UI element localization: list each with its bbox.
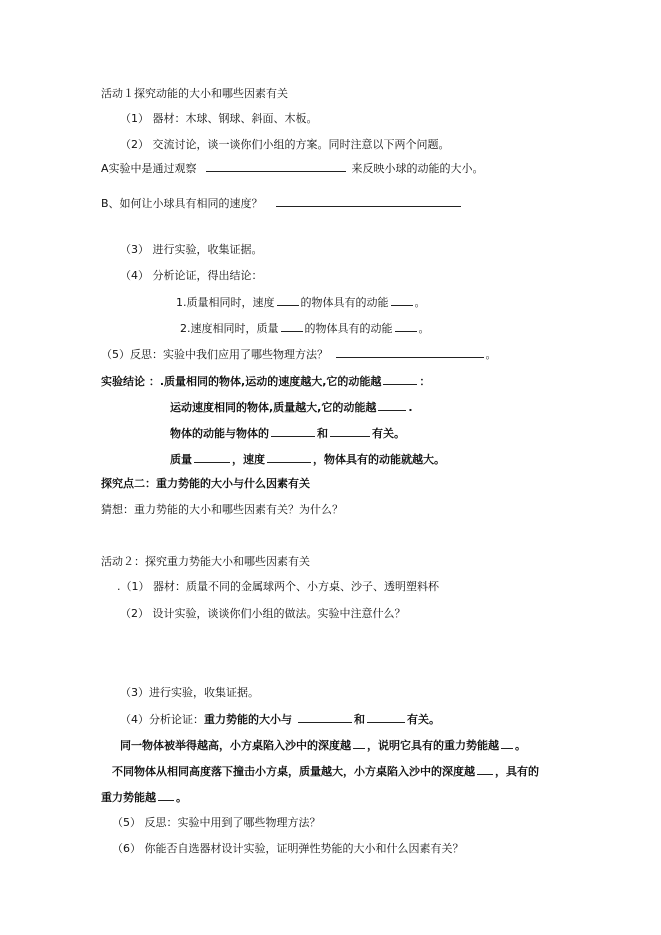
question-a-prefix: A实验中是通过观察 xyxy=(101,162,197,175)
activity2-item1: .（1） 器材：质量不同的金属球两个、小方桌、沙子、透明塑料杯 xyxy=(117,580,439,593)
experiment-conclusion-1-end: ： xyxy=(419,375,431,388)
gravity-para-1-text-a: 同一物体被举得越高，小方桌陷入沙中的深度越 xyxy=(120,739,351,752)
experiment-conclusion-4-text-b: ，速度 xyxy=(232,453,265,466)
experiment-conclusion-2 xyxy=(170,399,413,416)
gravity-para-2-text-a: 不同物体从相同高度落下撞击小方桌，质量越大，小方桌陷入沙中的深度越 xyxy=(112,765,475,778)
conclusion-mass-text-a: 1.质量相同时，速度 xyxy=(176,296,275,309)
gravity-para-3 xyxy=(101,789,187,806)
activity2-item4-blank-2[interactable] xyxy=(367,711,405,723)
conclusion-mass xyxy=(176,294,426,311)
activity2-item5: （5） 反思：实验中用到了哪些物理方法？ xyxy=(112,816,321,829)
activity1-item5-end: 。 xyxy=(485,348,497,361)
experiment-conclusion-3-text-c: 有关。 xyxy=(372,427,405,440)
gravity-para-1-blank-1[interactable] xyxy=(353,737,365,749)
experiment-conclusion-3-blank-2[interactable] xyxy=(330,425,370,437)
gravity-para-1-text-c: 。 xyxy=(515,739,526,752)
conclusion-mass-blank-2[interactable] xyxy=(391,294,413,306)
activity2-item6: （6） 你能否自选器材设计实验，证明弹性势能的大小和什么因素有关？ xyxy=(112,842,464,855)
experiment-conclusion-4-text-a: 质量 xyxy=(170,453,192,466)
question-b-blank[interactable] xyxy=(276,195,461,207)
gravity-para-1 xyxy=(120,737,526,754)
gravity-para-3-end: 。 xyxy=(176,791,187,804)
gravity-para-3-text: 重力势能越 xyxy=(101,791,156,804)
activity1-item1: （1） 器材：木球、钢球、斜面、木板。 xyxy=(120,112,318,125)
experiment-conclusion-1 xyxy=(101,373,430,390)
activity2-item4-text: 重力势能的大小与 xyxy=(204,713,292,726)
experiment-conclusion-4 xyxy=(170,451,445,468)
conclusion-speed-blank-1[interactable] xyxy=(281,320,303,332)
gravity-para-3-blank[interactable] xyxy=(158,789,174,801)
conclusion-speed-blank-2[interactable] xyxy=(395,320,417,332)
experiment-conclusion-2-blank[interactable] xyxy=(378,399,406,411)
experiment-conclusion-2-end: . xyxy=(408,401,413,414)
activity2-item4-end: 有关。 xyxy=(407,713,440,726)
activity1-item5-blank[interactable] xyxy=(336,346,484,358)
activity2-item4 xyxy=(120,711,440,728)
experiment-conclusion-3-blank-1[interactable] xyxy=(271,425,315,437)
conclusion-speed-text-b: 的物体具有的动能 xyxy=(304,322,393,335)
question-b xyxy=(101,195,463,212)
experiment-conclusion-3-text-a: 物体的动能与物体的 xyxy=(170,427,269,440)
activity1-item3: （3） 进行实验，收集证据。 xyxy=(120,243,263,256)
question-b-text: B、如何让小球具有相同的速度？ xyxy=(101,197,263,210)
point2-title: 探究点二：重力势能的大小与什么因素有关 xyxy=(101,477,310,490)
experiment-conclusion-4-text-c: ，物体具有的动能就越大。 xyxy=(313,453,445,466)
gravity-para-2 xyxy=(112,763,539,780)
gravity-para-1-text-b: ，说明它具有的重力势能越 xyxy=(367,739,499,752)
question-a-suffix: 来反映小球的动能的大小。 xyxy=(351,162,484,175)
experiment-conclusion-2-text: 运动速度相同的物体,质量越大,它的动能越 xyxy=(170,401,377,414)
experiment-conclusion-4-blank-2[interactable] xyxy=(267,451,311,463)
conclusion-mass-blank-1[interactable] xyxy=(277,294,299,306)
question-a-blank[interactable] xyxy=(206,160,346,172)
conclusion-speed-text-c: 。 xyxy=(418,322,430,335)
activity1-item5 xyxy=(101,346,497,363)
activity2-title: 活动２：探究重力势能大小和哪些因素有关 xyxy=(101,555,310,568)
conclusion-mass-text-b: 的物体具有的动能 xyxy=(300,296,389,309)
gravity-para-2-text-b: ，具有的 xyxy=(495,765,539,778)
conclusion-speed-text-a: 2.速度相同时，质量 xyxy=(180,322,279,335)
activity1-item4: （4） 分析论证，得出结论： xyxy=(120,269,263,282)
experiment-conclusion-1-text: .质量相同的物体,运动的速度越大,它的动能越 xyxy=(159,375,382,388)
experiment-conclusion-3 xyxy=(170,425,405,442)
experiment-conclusion-1-blank[interactable] xyxy=(383,373,417,385)
gravity-para-2-blank[interactable] xyxy=(477,763,493,775)
activity2-item4-blank-1[interactable] xyxy=(298,711,352,723)
activity2-item3: （3）进行实验，收集证据。 xyxy=(120,686,259,699)
gravity-para-1-blank-2[interactable] xyxy=(501,737,513,749)
conclusion-mass-text-c: 。 xyxy=(414,296,426,309)
activity1-item5-text: （5）反思：实验中我们应用了哪些物理方法？ xyxy=(101,348,328,361)
point2-guess: 猜想：重力势能的大小和哪些因素有关？为什么？ xyxy=(101,503,343,516)
activity1-title: 活动１探究动能的大小和哪些因素有关 xyxy=(101,87,288,100)
experiment-conclusion-3-text-b: 和 xyxy=(317,427,328,440)
activity2-item2: （2） 设计实验，谈谈你们小组的做法。实验中注意什么？ xyxy=(120,607,406,620)
experiment-conclusion-4-blank-1[interactable] xyxy=(194,451,230,463)
conclusion-speed xyxy=(180,320,430,337)
question-a xyxy=(101,160,484,177)
activity1-item2: （2） 交流讨论，谈一谈你们小组的方案。同时注意以下两个问题。 xyxy=(120,138,450,151)
activity2-item4-prefix: （4）分析论证： xyxy=(120,713,204,726)
experiment-conclusion-label: 实验结论 ： xyxy=(101,375,160,388)
activity2-item4-and: 和 xyxy=(354,713,365,726)
